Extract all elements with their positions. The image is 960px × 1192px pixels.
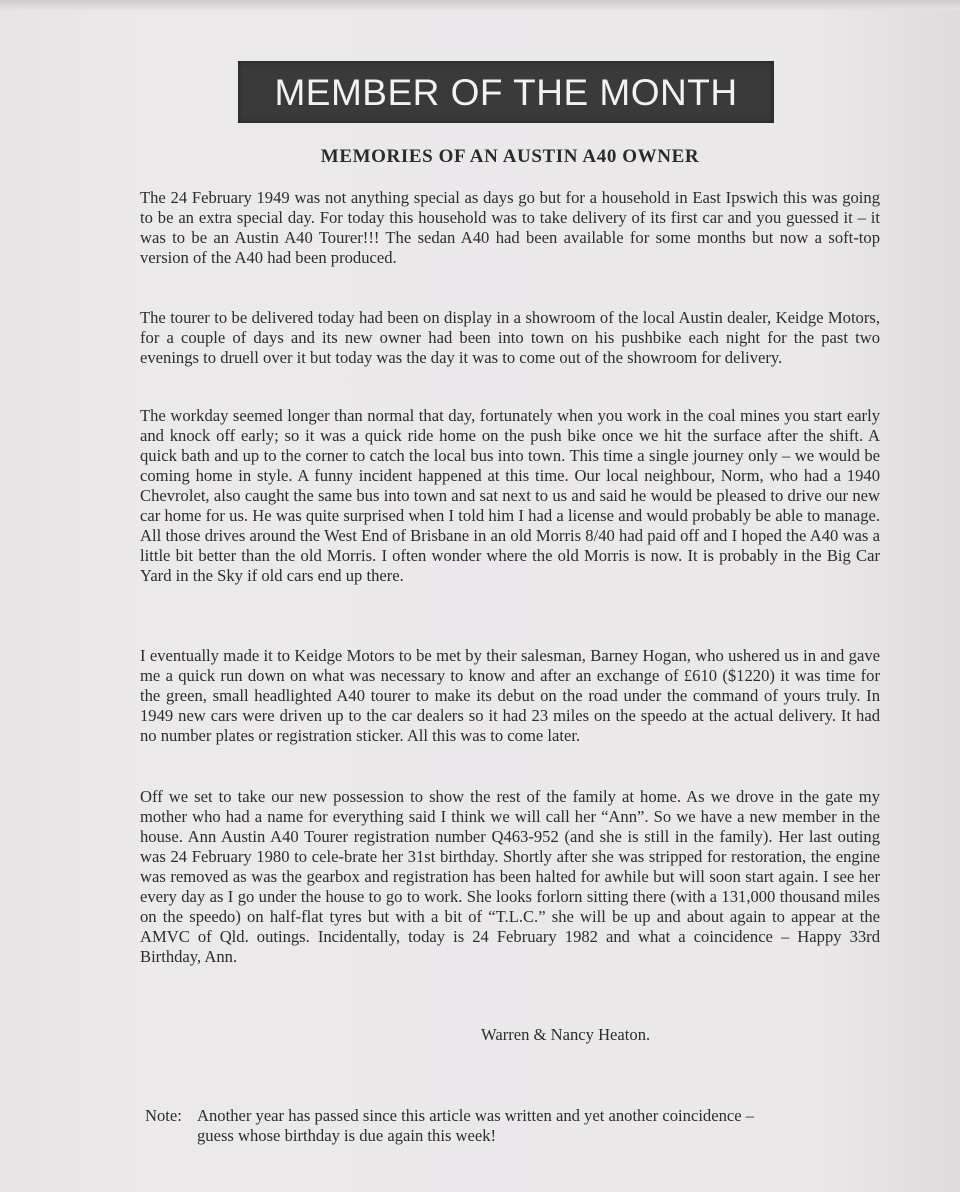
footnote-line-2 <box>145 1126 885 1146</box>
article-signature: Warren & Nancy Heaton. <box>481 1025 651 1044</box>
article-paragraph: The 24 February 1949 was not anything special as days go but for a household in East Ipswich this was going to be an extra special day. For today this household was to take delivery of its first car and you guessed it – it was to be an Austin A40 Tourer!!! The sedan A40 had been available for some months but now a soft-top version of the A40 had been produced. <box>140 188 880 267</box>
banner-title: MEMBER OF THE MONTH <box>274 71 738 113</box>
section-banner <box>238 61 774 123</box>
footnote-text-1: Another year has passed since this article was written and yet another coincidence – <box>197 1106 755 1125</box>
article-paragraph: Off we set to take our new possession to show the rest of the family at home. As we drove in the gate my mother who had a name for everything said I think we will call her “Ann”. So we have a new member in the house. Ann Austin A40 Tourer registration number Q463-952 (and she is still in the family). Her last outing was 24 February 1980 to cele-brate her 31st birthday. Shortly after she was stripped for restoration, the engine was removed as was the gearbox and registration has been halted for awhile but will soon start again. I see her every day as I go under the house to go to work. She looks forlorn sitting there (with a 131,000 thousand miles on the speedo) on half-flat tyres but with a bit of “T.L.C.” she will be up and about again to appear at the AMVC of Qld. outings. Incidentally, today is 24 February 1982 and what a coincidence – Happy 33rd Birthday, Ann. <box>140 787 880 966</box>
article-title: MEMORIES OF AN AUSTIN A40 OWNER <box>320 146 700 167</box>
footnote <box>145 1106 885 1146</box>
footnote-label: Note: <box>145 1106 182 1125</box>
page-top-edge <box>0 0 960 10</box>
article-paragraph: The tourer to be delivered today had been on display in a showroom of the local Austin dealer, Keidge Motors, for a couple of days and its new owner had been into town on his pushbike each night for the past two evenings to druell over it but today was the day it was to come out of the showroom for delivery. <box>140 308 880 367</box>
footnote-line-1 <box>145 1106 885 1126</box>
footnote-text-2: guess whose birthday is due again this week! <box>197 1126 497 1145</box>
article-paragraph: I eventually made it to Keidge Motors to be met by their salesman, Barney Hogan, who ushered us in and gave me a quick run down on what was necessary to know and after an exchange of £610 ($1220) it was time for the green, small headlighted A40 tourer to make its debut on the road under the command of yours truly. In 1949 new cars were driven up to the car dealers so it had 23 miles on the speedo at the actual delivery. It had no number plates or registration sticker. All this was to come later. <box>140 646 880 745</box>
article-paragraph: The workday seemed longer than normal that day, fortunately when you work in the coal mines you start early and knock off early; so it was a quick ride home on the push bike once we hit the surface after the shift. A quick bath and up to the corner to catch the local bus into town. This time a single journey only – we would be coming home in style. A funny incident happened at this time. Our local neighbour, Norm, who had a 1940 Chevrolet, also caught the same bus into town and sat next to us and said he would be pleased to drive our new car home for us. He was quite surprised when I told him I had a license and would probably be able to manage. All those drives around the West End of Brisbane in an old Morris 8/40 had paid off and I hoped the A40 was a little bit better than the old Morris. I often wonder where the old Morris is now. It is probably in the Big Car Yard in the Sky if old cars end up there. <box>140 406 880 585</box>
